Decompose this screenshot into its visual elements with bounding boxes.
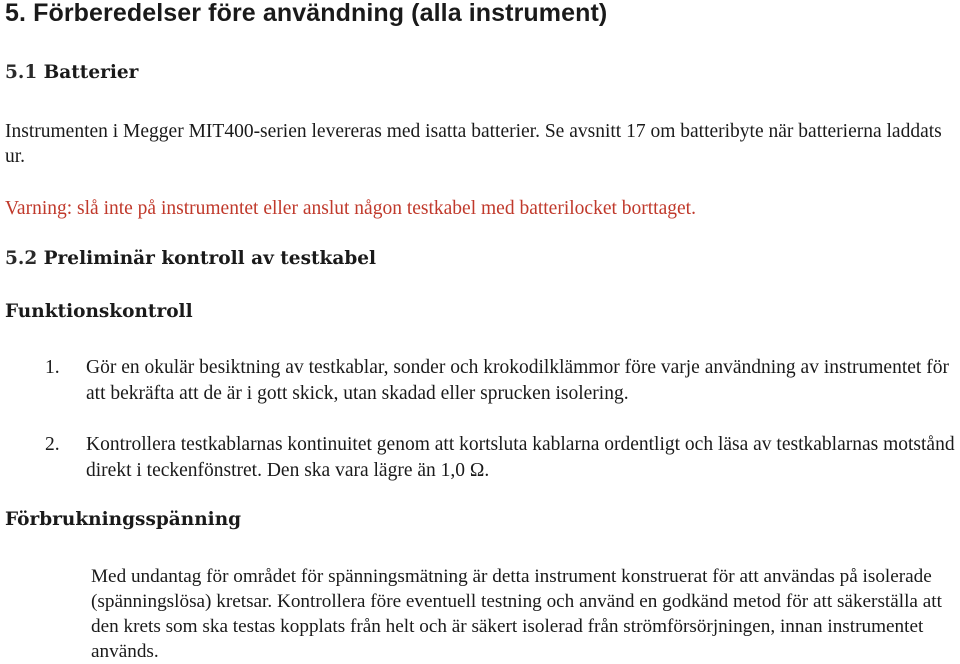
supply-voltage-heading: Förbrukningsspänning bbox=[5, 509, 242, 530]
section-title: Preliminär kontroll av testkabel bbox=[43, 248, 377, 269]
function-check-heading: Funktionskontroll bbox=[5, 301, 193, 322]
section-heading-test-cable bbox=[5, 248, 376, 269]
list-item-text: Kontrollera testkablarnas kontinuitet genom att kortsluta kablarna ordentligt och läsa av testkablarnas motstånd direkt i teckenfönstret. Den ska vara lägre än 1,0 Ω. bbox=[86, 434, 955, 481]
list-item-number: 2. bbox=[45, 434, 60, 455]
section-title: Batterier bbox=[43, 62, 139, 83]
batteries-paragraph: Instrumenten i Megger MIT400-serien levereras med isatta batterier. Se avsnitt 17 om batteribyte när batterierna laddats ur. bbox=[5, 121, 942, 167]
supply-voltage-paragraph: Med undantag för området för spänningsmätning är detta instrument konstruerat för att användas på isolerade (spänningslösa) kretsar. Kontrollera före eventuell testning och använd en godkänd metod för att säkerställa att den krets som ska testas kopplats från helt och är säkert isolerad från strömförsörjningen, innan instrumentet används. bbox=[91, 566, 942, 662]
list-item-text: Gör en okulär besiktning av testkablar, sonder och krokodilklämmor före varje användning av instrumentet för att bekräfta att de är i gott skick, utan skadad eller sprucken isolering. bbox=[86, 357, 949, 404]
page-heading: 5. Förberedelser före användning (alla instrument) bbox=[5, 0, 608, 27]
section-number: 5.2 bbox=[5, 248, 38, 269]
section-number: 5.1 bbox=[5, 62, 38, 83]
list-item-number: 1. bbox=[45, 357, 60, 378]
battery-warning: Varning: slå inte på instrumentet eller anslut någon testkabel med batterilocket borttaget. bbox=[5, 198, 696, 219]
section-heading-batteries bbox=[5, 62, 138, 83]
